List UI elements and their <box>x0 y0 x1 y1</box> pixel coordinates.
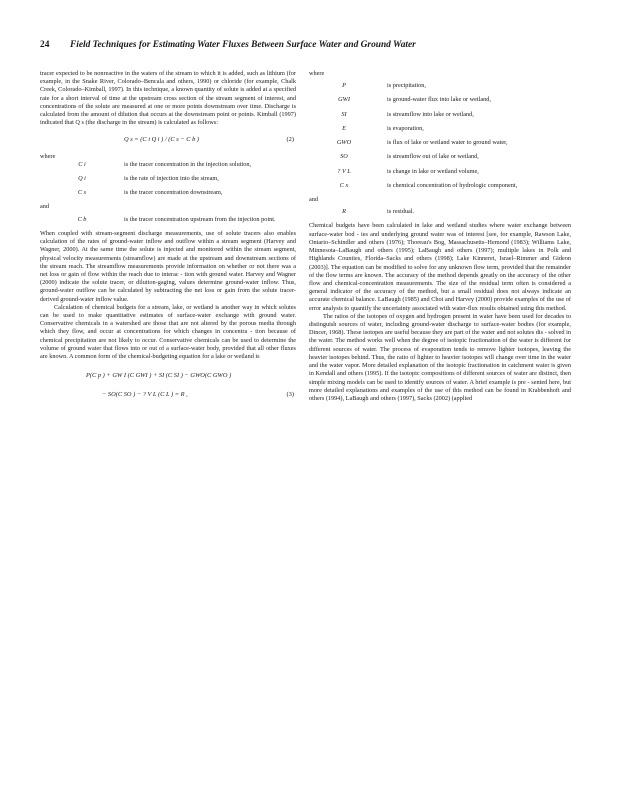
paragraph: The ratios of the isotopes of oxygen and hydrogen present in water have been used for decades to distinguish sources of water, including ground-water discharge to surface-water bodies (for example, Dincer, 1968). These isotopes are useful because they are part of the water and not solutes dis - solved in the water. The method works well when the degree of isotopic fractionation of the water is different for different sources of water. The process of evaporation tends to remove lighter isotopes, leaving the heavier isotopes behind. Thus, the ratio of lighter to heavier isotopes will change over time in the water and the water vapor. More detailed explanation of the isotopic fractionation in catchment water is given in Kendall and others (1995). If the isotopic compositions of different sources of water are distinct, then simple mixing models can be used to identify sources of water. A brief example is pre - sented here, but more detailed explanations and examples of the use of this method can be found in Krabbenhoft and others (1994), LaBaugh and others (1997), Sacks (2002) (applied <box>309 312 571 402</box>
and-label: and <box>309 195 319 203</box>
definition-text: is ground-water flux into lake or wetland, <box>387 96 491 104</box>
definition-symbol: GWO <box>336 139 352 147</box>
definition-symbol: SO <box>340 153 348 161</box>
definition-item <box>309 139 571 147</box>
equation-line-1: P(C p ) + GW I (C GWI ) + SI (C SI ) − GWO(C GWO ) <box>86 372 232 380</box>
definition-text: is precipitation, <box>387 82 426 90</box>
definition-symbol: SI <box>341 110 347 118</box>
definition-text: is the rate of injection into the stream, <box>124 174 219 182</box>
definition-text: is chemical concentration of hydrologic component, <box>387 181 518 189</box>
definition-item <box>40 216 296 224</box>
definition-item <box>309 182 571 190</box>
definition-item <box>40 189 296 197</box>
left-column <box>40 70 296 407</box>
equation-number: (3) <box>286 391 294 399</box>
definition-list <box>40 161 296 198</box>
running-header <box>40 40 580 54</box>
definition-symbol: P <box>342 82 346 90</box>
definition-text: is the tracer concentration upstream from the injection point. <box>124 215 276 223</box>
definition-item <box>40 161 296 169</box>
definition-text: is the tracer concentration in the injection solution, <box>124 160 252 168</box>
definition-text: is change in lake or wetland volume, <box>387 167 479 175</box>
definition-symbol: E <box>342 124 346 132</box>
equation-3 <box>40 367 296 407</box>
definition-item <box>309 168 571 176</box>
equation-2 <box>40 134 296 148</box>
definition-symbol: C s <box>77 189 87 197</box>
definition-text: is the tracer concentration downstream, <box>124 189 223 197</box>
definition-symbol: C x <box>339 181 349 189</box>
and-label: and <box>40 203 50 211</box>
definition-item <box>309 82 571 90</box>
equation-body: Q s = (C i Q i ) / (C s − C b ) <box>124 135 200 143</box>
definition-list <box>309 208 571 216</box>
paragraph: When coupled with stream-segment discharge measurements, use of solute tracers also enables calculation of the rates of ground-water inflow and outflow within a stream segment (Harvey and Wagner, 2000). At the same time the solute is injected and monitored within the stream segment, physical velocity measurements (streamflow) are made at the upstream and downstream sections of the stream reach. The streamflow measurements provide information on whether or not there was a net loss or gain of flow within the reach due to interac - tion with ground water. Harvey and Wagner (2000) indicate the solute tracer, or dilution-gaging, values determine ground-water inflow. Thus, ground-water outflow can be calculated by subtracting the net loss or gain from the solute tracer-derived ground-water inflow value. <box>40 229 296 303</box>
definition-text: is streamflow out of lake or wetland, <box>387 153 479 161</box>
equation-number: (2) <box>286 135 294 143</box>
definition-item <box>309 208 571 216</box>
definition-symbol: GWI <box>338 96 350 104</box>
definition-text: is flux of lake or wetland water to ground water, <box>387 139 508 147</box>
paragraph: Chemical budgets have been calculated in lake and wetland studies where water exchange between surface-water bod - ies and underlying ground water was of interest [see, for example, Rawson Lake, Ontario–Schindler and others (1976); Thoreau's Bog, Massachusetts–Hemond (1983); Williams Lake, Minnesota–LaBaugh and others (1995); LaBaugh and others (1997); multiple lakes in Polk and Highlands Counties, Florida–Sacks and others (1998); Lake Kinneret, Israel–Rimmer and Gideon (2003)]. The equation can be modified to solve for any unknown flow term, provided that the remainder of the flow terms are known. The accuracy of the method depends greatly on the accuracy of the other flow and chemical-concentration measurements. The size of the residual term often is considered a general indicator of the accuracy of the method, but a small residual does not always indicate an accurate chemical balance. LaBaugh (1985) and Choi and Harvey (2000) provide examples of the use of error analysis to quantify the uncertainty associated with water-flux results obtained using this method. <box>309 222 571 312</box>
definition-item <box>309 111 571 119</box>
definition-item <box>309 153 571 161</box>
where-label: where <box>40 152 56 160</box>
equation-line-2: − SO(C SO ) − ? V L (C L ) = R , <box>102 391 188 399</box>
definition-item <box>309 96 571 104</box>
definition-text: is streamflow into lake or wetland, <box>387 110 474 118</box>
definition-symbol: R <box>342 208 346 216</box>
paragraph: Calculation of chemical budgets for a stream, lake, or wetland is another way in which solutes can be used to make quantitative estimates of surface-water exchange with ground water. Conservative chemicals in a watershed are those that are not altered by the porous media through which they flow, and occur at concentrations for which changes in concentra - tion because of chemical precipitation are not likely to occur. Conservative chemicals can be used to determine the volume of ground water that flows into or out of a surface-water body, provided that all other fluxes are known. A common form of the chemical-budgeting equation for a lake or wetland is <box>40 303 296 361</box>
definition-list <box>40 216 296 224</box>
definition-symbol: Q i <box>78 174 86 182</box>
definition-list <box>309 82 571 190</box>
paragraph: tracer expected to be nonreactive in the waters of the stream to which it is added, such as lithium (for example, in the Snake River, Colorado–Bencala and others, 1990) or chloride (for example, Chalk Creek, Colorado–Kimball, 1997). In this technique, a known quantity of solute is added at a specified rate for a short interval of time at the upstream cross section of the stream segment of interest, and concentrations of the solute are measured at one or more points downstream over time. Discharge is calculated from the amount of dilution that occurs at the downstream point or points. Kimball (1997) indicated that Q s (the discharge in the stream) is calculated as follows: <box>40 70 296 127</box>
page-number: 24 <box>40 40 50 50</box>
definition-item <box>309 125 571 133</box>
definition-item <box>40 175 296 183</box>
definition-text: is residual. <box>387 208 415 216</box>
definition-symbol: C i <box>78 160 86 168</box>
definition-text: is evaporation, <box>387 124 424 132</box>
where-label: where <box>309 70 325 77</box>
running-title: Field Techniques for Estimating Water Fluxes Between Surface Water and Ground Water <box>70 40 416 50</box>
definition-symbol: ? V L <box>337 167 351 175</box>
definition-symbol: C b <box>77 215 87 223</box>
right-column <box>309 70 571 403</box>
